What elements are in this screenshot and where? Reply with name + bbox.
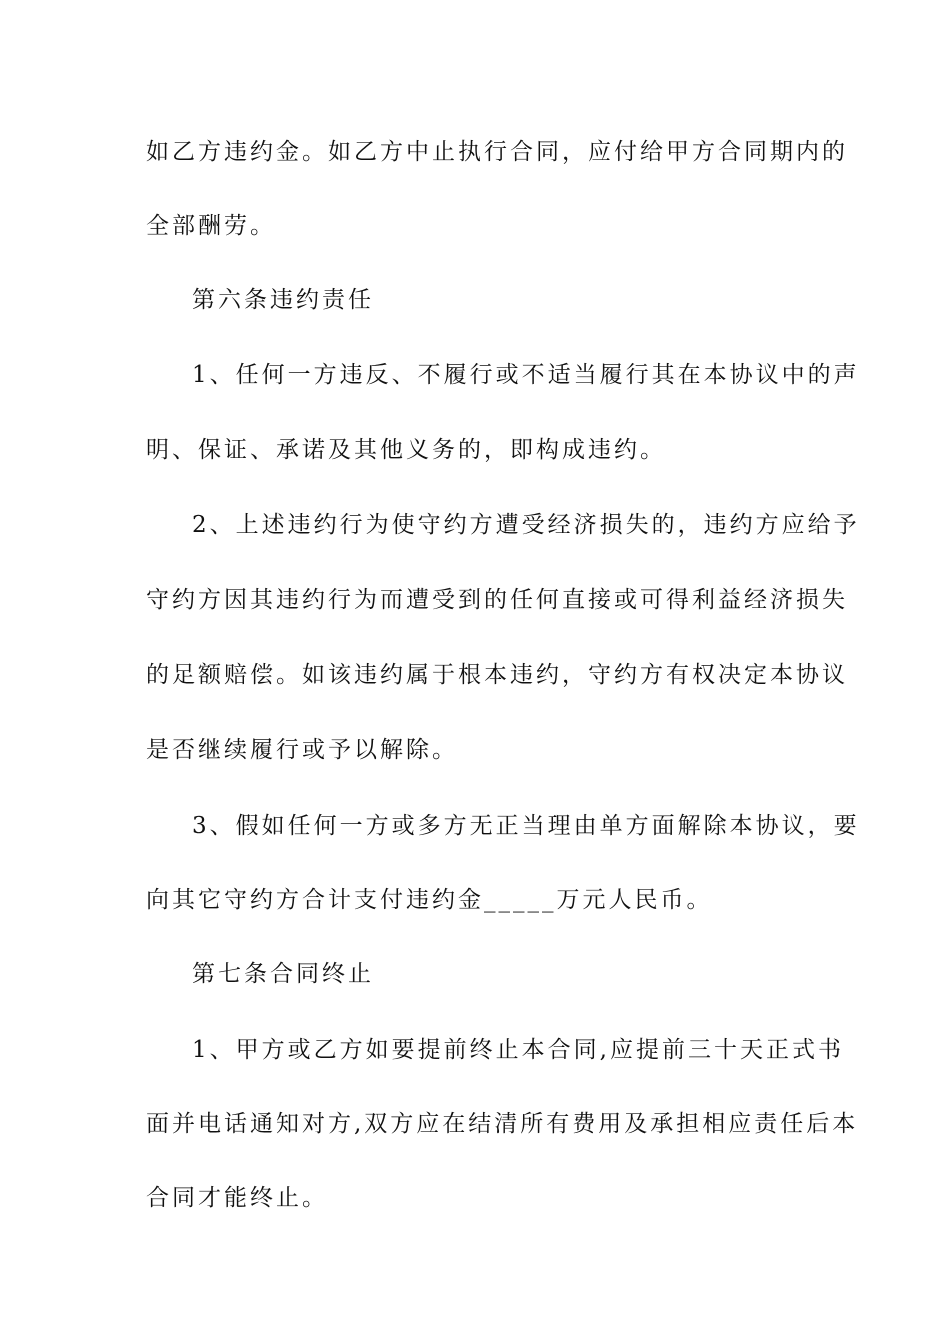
- clause-text-line: 面并电话通知对方,双方应在结清所有费用及承担相应责任后本: [146, 1111, 859, 1137]
- clause-text-line: 向其它守约方合计支付违约金_____万元人民币。: [146, 887, 713, 913]
- clause-text-line: 1、任何一方违反、不履行或不适当履行其在本协议中的声: [192, 362, 860, 388]
- clause-text-line: 3、假如任何一方或多方无正当理由单方面解除本协议，要: [192, 813, 860, 839]
- clause-text-line: 守约方因其违约行为而遭受到的任何直接或可得利益经济损失: [146, 587, 848, 613]
- section-heading: 第七条合同终止: [192, 961, 374, 987]
- clause-text-line: 合同才能终止。: [146, 1185, 328, 1211]
- clause-text-line: 明、保证、承诺及其他义务的，即构成违约。: [146, 437, 666, 463]
- section-heading: 第六条违约责任: [192, 287, 374, 313]
- clause-text-line: 的足额赔偿。如该违约属于根本违约，守约方有权决定本协议: [146, 662, 848, 688]
- clause-text-line: 是否继续履行或予以解除。: [146, 737, 458, 763]
- body-text-line: 全部酬劳。: [146, 213, 276, 239]
- body-text-line: 如乙方违约金。如乙方中止执行合同，应付给甲方合同期内的: [146, 139, 848, 165]
- clause-text-line: 2、上述违约行为使守约方遭受经济损失的，违约方应给予: [192, 512, 860, 538]
- clause-text-line: 1、甲方或乙方如要提前终止本合同,应提前三十天正式书: [192, 1037, 844, 1063]
